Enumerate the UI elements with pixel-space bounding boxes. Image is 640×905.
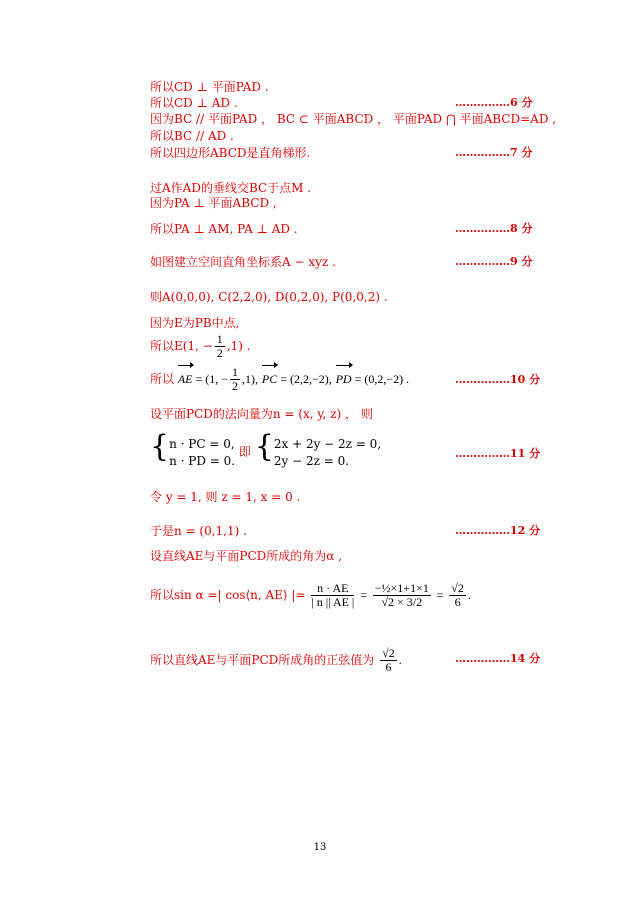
- score-7: ……………7 分: [455, 146, 533, 159]
- score-8: ……………8 分: [455, 222, 533, 235]
- line-1: 所以CD ⊥ 平面PAD .: [150, 80, 269, 94]
- score-11: ……………11 分: [455, 447, 541, 460]
- line-15: {n · PC = 0, n · PD = 0. 即 {2x + 2y − 2z = 0, 2y − 2z = 0.: [150, 429, 382, 468]
- score-14: ……………14 分: [455, 652, 541, 665]
- line-16: 令 y = 1, 则 z = 1, x = 0 .: [150, 490, 301, 504]
- score-6: ……………6 分: [455, 96, 533, 109]
- vector-pd: PD: [336, 366, 352, 392]
- vector-ae: AE: [178, 366, 193, 392]
- fraction-values: $\frac{\text{−½×1+1×1}}{√2 \times 3/2}$: [374, 581, 429, 609]
- score-12: ……………12 分: [455, 524, 541, 537]
- line-9: 如图建立空间直角坐标系A − xyz .: [150, 255, 336, 269]
- system-2: 2x + 2y − 2z = 0, 2y − 2z = 0.: [273, 436, 382, 468]
- line-4: 所以BC // AD .: [150, 129, 234, 143]
- page-number: 13: [313, 842, 327, 853]
- line-10: 则A(0,0,0), C(2,2,0), D(0,2,0), P(0,0,2) .: [150, 290, 388, 304]
- half-fraction: $\frac{1}{2}$: [232, 365, 239, 393]
- system-1: n · PC = 0, n · PD = 0.: [169, 436, 236, 468]
- line-12: 所以E(1, − $\frac{1}{2}$ ,1) .: [150, 332, 251, 360]
- line-6: 过A作AD的垂线交BC于点M .: [150, 181, 312, 195]
- vector-pc: PC: [262, 366, 277, 392]
- line-20: 所以直线AE与平面PCD所成角的正弦值为 $\frac{√2}{6}$ .: [150, 646, 402, 674]
- score-10: ……………10 分: [455, 373, 541, 386]
- fraction-sine: $\frac{√2}{6}$: [382, 646, 395, 674]
- line-18: 设直线AE与平面PCD所成的角为α ,: [150, 549, 343, 563]
- line-8: 所以PA ⊥ AM, PA ⊥ AD .: [150, 222, 298, 236]
- line-13: 所以 AE = (1, − $\frac{1}{2}$ ,1), PC = (2,2,−2), PD = (0,2,−2) .: [150, 365, 410, 393]
- fraction-result: $\frac{√2}{6}$: [451, 581, 464, 609]
- line-14: 设平面PCD的法向量为n = (x, y, z) ， 则: [150, 407, 373, 421]
- line-11: 因为E为PB中点,: [150, 316, 240, 330]
- line-2: 所以CD ⊥ AD .: [150, 96, 238, 110]
- line-17: 于是n = (0,1,1) .: [150, 524, 247, 538]
- line-19: 所以sin α =| cos⟨n, AE⟩ |= $\frac{n \cdot AE}{| n || AE |}$ = $\frac{\text{−½×1+1×1}}{√2 \times 3/2}$ = $\frac{√2}{6}$ .: [150, 581, 471, 609]
- half-fraction: $\frac{1}{2}$: [216, 332, 223, 360]
- score-9: ……………9 分: [455, 255, 533, 268]
- line-7: 因为PA ⊥ 平面ABCD ,: [150, 196, 277, 210]
- fraction-cos: $\frac{n \cdot AE}{| n || AE |}$: [311, 581, 355, 609]
- line-5: 所以四边形ABCD是直角梯形.: [150, 146, 311, 160]
- line-3: 因为BC // 平面PAD ， BC ⊂ 平面ABCD ， 平面PAD ⋂ 平面ABCD=AD ,: [150, 112, 557, 126]
